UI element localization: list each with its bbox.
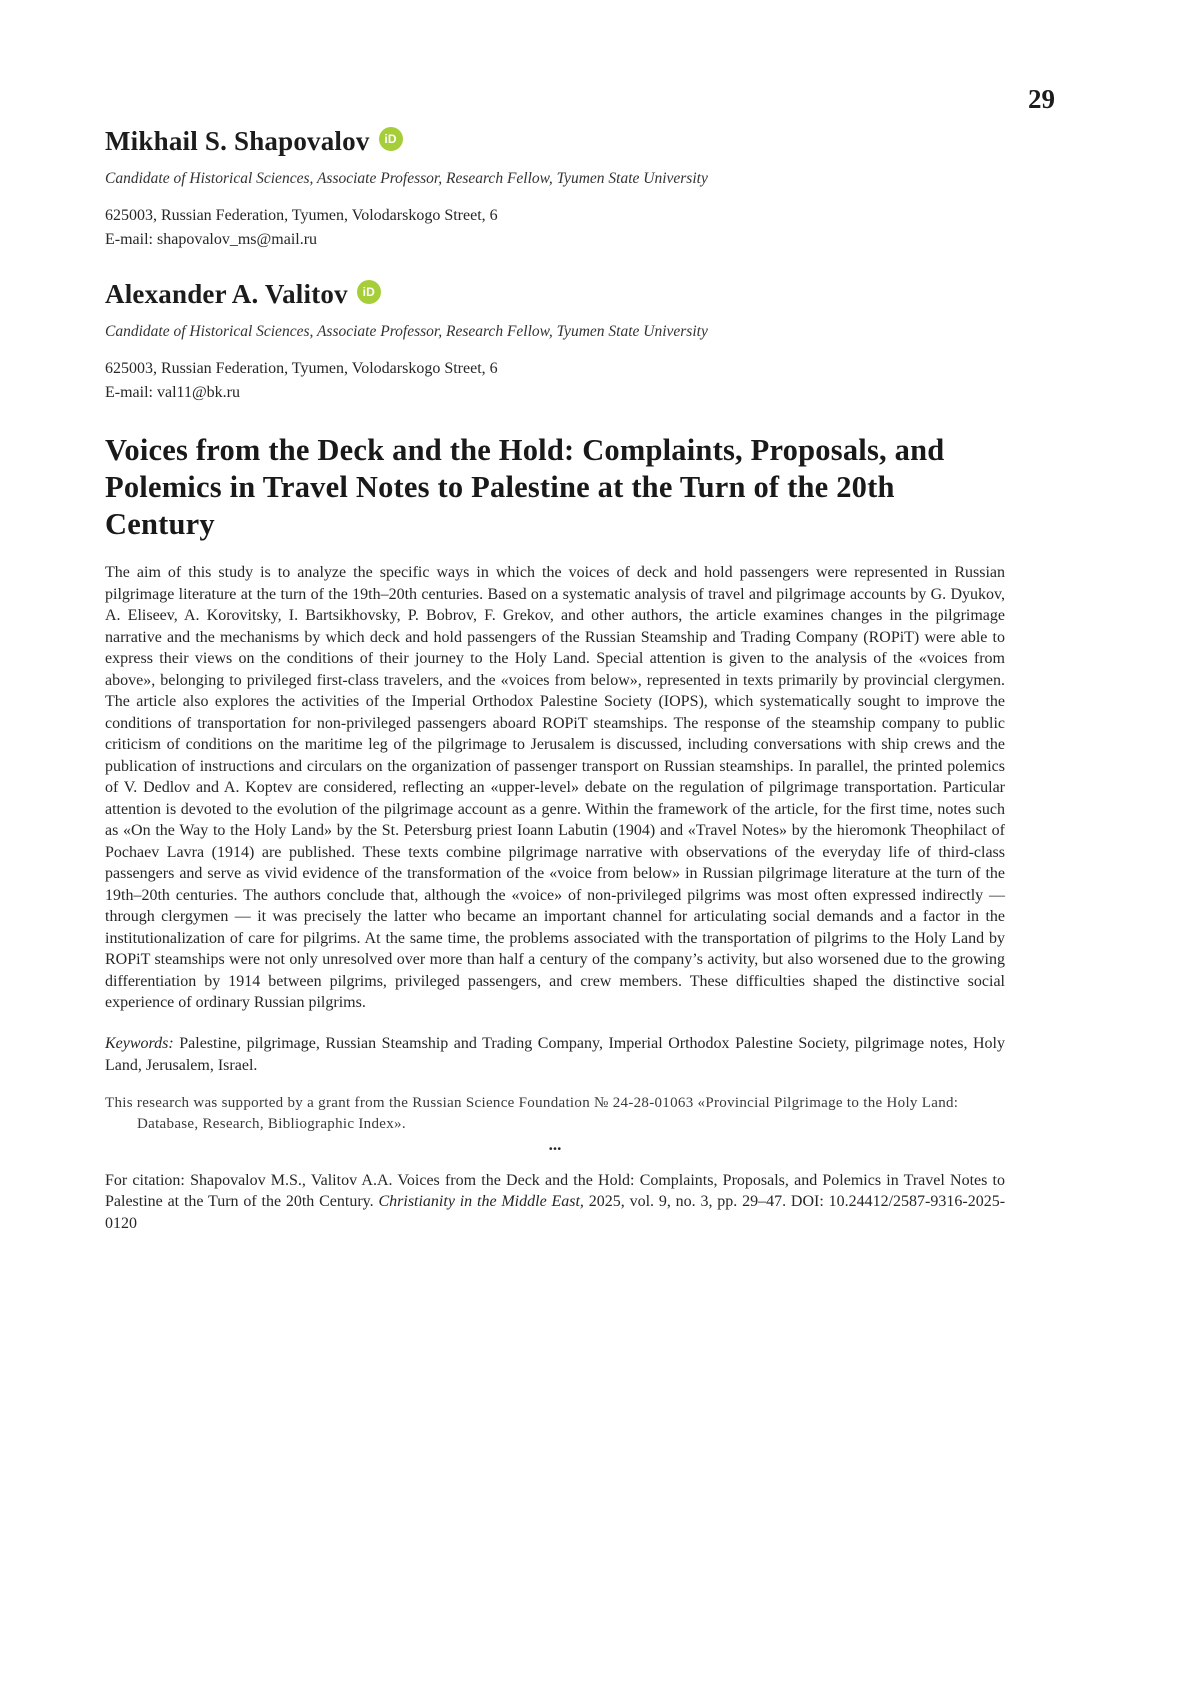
author-name: Alexander A. Valitov bbox=[105, 279, 348, 309]
orcid-icon-text: iD bbox=[362, 284, 375, 299]
citation-tail: 2025, vol. 9, no. 3, pp. 29–47. DOI: 10.24412/2587-9316-2025-0120 bbox=[105, 1193, 1006, 1232]
funding-note: This research was supported by a grant from the Russian Science Foundation № 24-28-01063 «Provincial Pilgrimage to the Holy Land: Database, Research, Bibliographic Index». bbox=[105, 1094, 959, 1132]
section-separator: ... bbox=[548, 1134, 562, 1154]
orcid-icon[interactable] bbox=[357, 280, 381, 304]
article-title: Voices from the Deck and the Hold: Complaints, Proposals, and Polemics in Travel Notes to Palestine at the Turn of the 20th Century bbox=[105, 433, 945, 541]
author-address: 625003, Russian Federation, Tyumen, Volodarskogo Street, 6 bbox=[105, 207, 498, 224]
abstract-text: The aim of this study is to analyze the specific ways in which the voices of deck and hold passengers were represented in Russian pilgrimage literature at the turn of the 19th–20th centuries. Based on a systematic analysis of travel and pilgrimage accounts by G. Dyukov, A. Eliseev, A. Korovitsky, I. Bartsikhovsky, P. Bobrov, F. Grekov, and other authors, the article examines changes in the pilgrimage narrative and the mechanisms by which deck and hold passengers of the Russian Steamship and Trading Company (ROPiT) were able to express their views on the conditions of their journey to the Holy Land. Special attention is given to the analysis of the «voices from above», belonging to privileged first-class travelers, and the «voices from below», represented in texts primarily by provincial clergymen. The article also explores the activities of the Imperial Orthodox Palestine Society (IOPS), which systematically sought to improve the conditions of transportation for non-privileged passengers aboard ROPiT steamships. The response of the steamship company to public criticism of conditions on the maritime leg of the pilgrimage to Jerusalem is discussed, including conversations with ship crews and the publication of instructions and circulars on the organization of passenger transport on Russian steamships. In parallel, the printed polemics of V. Dedlov and A. Koptev are considered, reflecting an «upper-level» debate on the regulation of pilgrimage transportation. Particular attention is devoted to the evolution of the pilgrimage account as a genre. Within the framework of the article, for the first time, notes such as «On the Way to the Holy Land» by the St. Petersburg priest Ioann Labutin (1904) and «Travel Notes» by the hieromonk Theophilact of Pochaev Lavra (1914) are published. These texts combine pilgrimage narrative with observations of the everyday life of third-class passengers and serve as vivid evidence of the transformation of the «voice from below» in Russian pilgrimage literature at the turn of the 19th–20th centuries. The authors conclude that, although the «voice» of non-privileged pilgrims was most often expressed indirectly — through clergymen — it was precisely the latter who became an important channel for articulating social demands and a factor in the institutionalization of care for pilgrims. At the same time, the problems associated with the transportation of pilgrims to the Holy Land by ROPiT steamships were not only unresolved over more than half a century of the company’s activity, but also worsened due to the growing differentiation by 1914 between pilgrims, privileged passengers, and crew members. These difficulties shaped the distinctive social experience of ordinary Russian pilgrims. bbox=[105, 564, 1005, 1011]
citation-label: For citation: bbox=[105, 1171, 185, 1189]
keywords-label: Keywords: bbox=[105, 1034, 174, 1052]
author-email: E-mail: shapovalov_ms@mail.ru bbox=[105, 231, 318, 248]
author-name: Mikhail S. Shapovalov bbox=[105, 126, 370, 156]
author-name-row bbox=[105, 126, 1005, 157]
author-contact bbox=[105, 357, 1005, 405]
orcid-icon-text: iD bbox=[384, 131, 397, 146]
author-address: 625003, Russian Federation, Tyumen, Volodarskogo Street, 6 bbox=[105, 360, 498, 377]
orcid-icon[interactable] bbox=[379, 127, 403, 151]
author-contact bbox=[105, 204, 1005, 252]
citation-line bbox=[105, 1170, 1005, 1235]
author-email: E-mail: val11@bk.ru bbox=[105, 384, 240, 401]
author-affiliation: Candidate of Historical Sciences, Associate Professor, Research Fellow, Tyumen State University bbox=[105, 323, 708, 340]
keywords-line bbox=[105, 1033, 1005, 1077]
keywords-text: Palestine, pilgrimage, Russian Steamship and Trading Company, Imperial Orthodox Palestine Society, pilgrimage notes, Holy Land, Jerusalem, Israel. bbox=[105, 1034, 1005, 1074]
author-affiliation: Candidate of Historical Sciences, Associate Professor, Research Fellow, Tyumen State University bbox=[105, 170, 708, 187]
citation-journal: Christianity in the Middle East, bbox=[378, 1193, 584, 1210]
citation-main: Shapovalov M.S., Valitov A.A. Voices from the Deck and the Hold: Complaints, Proposals, and Polemics in Travel Notes to Palestine at the Turn of the 20th Century. bbox=[105, 1171, 1006, 1210]
page-number: 29 bbox=[1028, 84, 1055, 114]
author-block-1 bbox=[105, 126, 1005, 252]
author-block-2 bbox=[105, 279, 1005, 405]
author-name-row bbox=[105, 279, 1005, 310]
